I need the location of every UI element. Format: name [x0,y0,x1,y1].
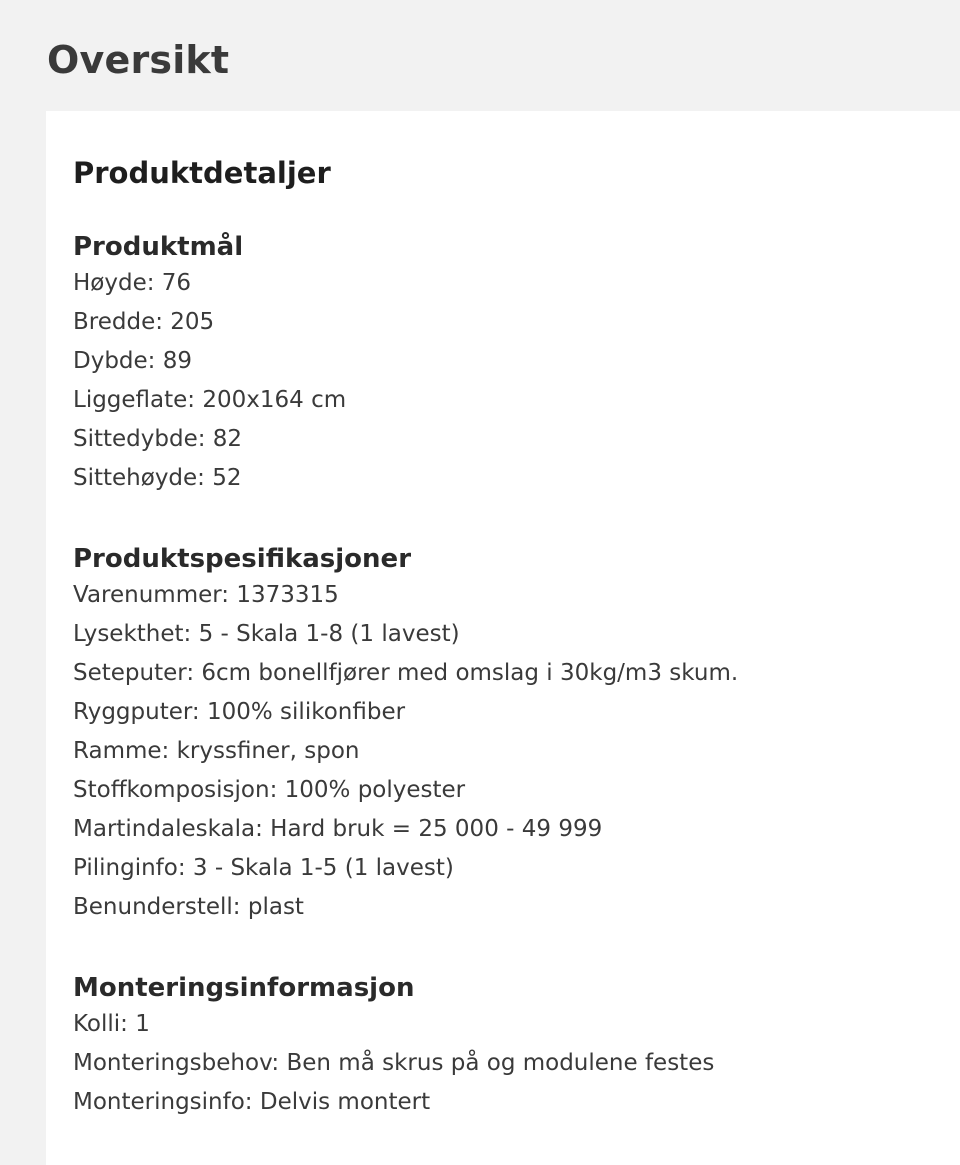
detail-fabric-composition: Stoffkomposisjon: 100% polyester [73,777,466,803]
detail-seat-height: Sittehøyde: 52 [73,465,242,491]
detail-height: Høyde: 76 [73,270,192,296]
detail-lightfastness: Lysekthet: 5 - Skala 1-8 (1 lavest) [73,621,460,647]
detail-pilling-info: Pilinginfo: 3 - Skala 1-5 (1 lavest) [73,855,454,881]
product-details-heading: Produktdetaljer [73,156,331,190]
assembly-information-list [73,1005,960,1122]
detail-width: Bredde: 205 [73,309,215,335]
assembly-information-heading: Monteringsinformasjon [73,973,415,1003]
detail-seat-depth: Sittedybde: 82 [73,426,243,452]
detail-legs: Benunderstell: plast [73,894,304,920]
detail-item-number: Varenummer: 1373315 [73,582,339,608]
detail-back-cushions: Ryggputer: 100% silikonfiber [73,699,406,725]
detail-packages: Kolli: 1 [73,1011,150,1037]
product-details-panel [46,111,960,1165]
product-specifications-list [73,576,960,927]
product-dimensions-heading: Produktmål [73,232,244,262]
product-specifications-heading: Produktspesifikasjoner [73,544,412,574]
product-dimensions-section [73,230,960,498]
product-dimensions-list [73,264,960,498]
detail-martindale-scale: Martindaleskala: Hard bruk = 25 000 - 49 999 [73,816,603,842]
detail-frame: Ramme: kryssfiner, spon [73,738,360,764]
detail-depth: Dybde: 89 [73,348,192,374]
product-specifications-section [73,542,960,927]
assembly-information-section [73,971,960,1122]
detail-assembly-info: Monteringsinfo: Delvis montert [73,1089,431,1115]
detail-sleeping-surface: Liggeflate: 200x164 cm [73,387,347,413]
page-title: Oversikt [47,38,230,82]
detail-assembly-needs: Monteringsbehov: Ben må skrus på og modulene festes [73,1050,715,1076]
detail-seat-cushions: Seteputer: 6cm bonellfjører med omslag i 30kg/m3 skum. [73,660,739,686]
